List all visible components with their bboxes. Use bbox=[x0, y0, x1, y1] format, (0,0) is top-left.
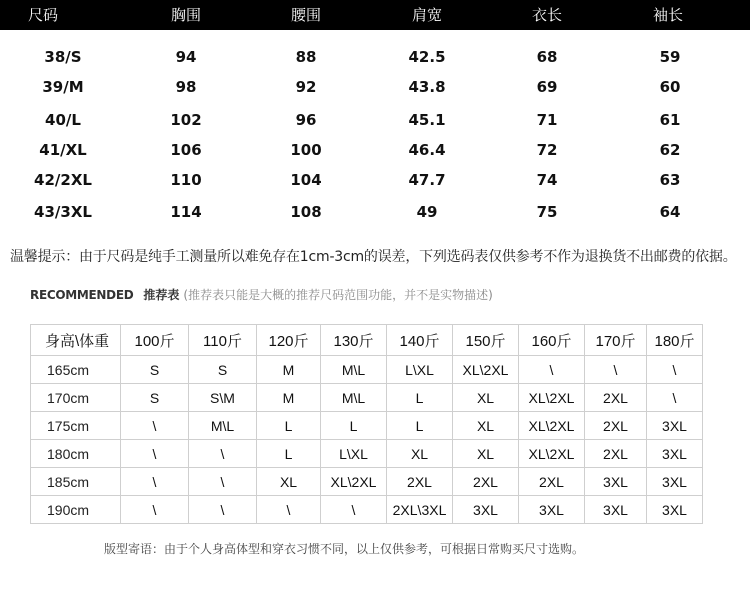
length-cell: 69 bbox=[536, 78, 558, 96]
size-recommendation-cell: 2XL bbox=[519, 468, 585, 496]
size-recommendation-cell: \ bbox=[585, 356, 647, 384]
size-recommendation-cell: 3XL bbox=[647, 440, 703, 468]
size-cell: 40/L bbox=[45, 111, 81, 129]
chest-cell: 94 bbox=[175, 48, 197, 66]
height-label: 175cm bbox=[31, 412, 121, 440]
size-recommendation-cell: M\L bbox=[321, 356, 387, 384]
waist-cell: 100 bbox=[290, 141, 322, 159]
size-recommendation-cell: L bbox=[257, 412, 321, 440]
size-recommendation-cell: \ bbox=[121, 496, 189, 524]
size-recommendation-cell: L bbox=[321, 412, 387, 440]
size-recommendation-cell: 3XL bbox=[647, 412, 703, 440]
size-cell: 42/2XL bbox=[34, 171, 92, 189]
size-recommendation-cell: XL\2XL bbox=[453, 356, 519, 384]
chest-cell: 114 bbox=[170, 203, 202, 221]
height-label: 185cm bbox=[31, 468, 121, 496]
size-recommendation-cell: L\XL bbox=[321, 440, 387, 468]
size-recommendation-cell: M bbox=[257, 356, 321, 384]
sleeve-cell: 61 bbox=[659, 111, 681, 129]
size-recommendation-cell: XL\2XL bbox=[519, 440, 585, 468]
size-recommendation-cell: XL\2XL bbox=[519, 384, 585, 412]
size-recommendation-cell: XL\2XL bbox=[519, 412, 585, 440]
size-recommendation-cell: \ bbox=[121, 440, 189, 468]
size-recommendation-cell: \ bbox=[647, 356, 703, 384]
chest-cell: 106 bbox=[170, 141, 202, 159]
size-cell: 43/3XL bbox=[34, 203, 92, 221]
size-recommendation-cell: L\XL bbox=[387, 356, 453, 384]
height-row bbox=[31, 440, 703, 468]
size-recommendation-cell: S bbox=[121, 384, 189, 412]
size-cell: 41/XL bbox=[39, 141, 87, 159]
size-recommendation-cell: 2XL bbox=[453, 468, 519, 496]
length-cell: 75 bbox=[536, 203, 558, 221]
recommendation-description: (推荐表只能是大概的推荐尺码范围功能，并不是实物描述) bbox=[183, 288, 493, 302]
size-recommendation-cell: 2XL bbox=[387, 468, 453, 496]
length-cell: 72 bbox=[536, 141, 558, 159]
shoulder-cell: 43.8 bbox=[408, 78, 446, 96]
size-recommendation-cell: \ bbox=[121, 412, 189, 440]
chest-cell: 110 bbox=[170, 171, 202, 189]
length-cell: 71 bbox=[536, 111, 558, 129]
weight-header: 170斤 bbox=[585, 325, 647, 356]
size-recommendation-cell: XL bbox=[453, 384, 519, 412]
size-recommendation-cell: 2XL bbox=[585, 384, 647, 412]
weight-header: 130斤 bbox=[321, 325, 387, 356]
size-recommendation-cell: \ bbox=[647, 384, 703, 412]
recommendation-title-cn: 推荐表 bbox=[143, 288, 180, 302]
height-row bbox=[31, 356, 703, 384]
size-recommendation-cell: L bbox=[387, 384, 453, 412]
height-row bbox=[31, 468, 703, 496]
chest-cell: 102 bbox=[170, 111, 202, 129]
waist-cell: 96 bbox=[295, 111, 317, 129]
waist-cell: 108 bbox=[290, 203, 322, 221]
weight-header: 160斤 bbox=[519, 325, 585, 356]
fit-note: 版型寄语：由于个人身高体型和穿衣习惯不同，以上仅供参考，可根据日常购买尺寸选购。 bbox=[104, 542, 585, 556]
size-chart-row bbox=[0, 42, 750, 72]
recommendation-table bbox=[30, 324, 703, 524]
size-recommendation-cell: M bbox=[257, 384, 321, 412]
size-chart-header bbox=[0, 0, 750, 30]
size-recommendation-cell: \ bbox=[121, 468, 189, 496]
weight-header-row bbox=[31, 325, 703, 356]
weight-header: 120斤 bbox=[257, 325, 321, 356]
height-label: 190cm bbox=[31, 496, 121, 524]
size-recommendation-cell: \ bbox=[189, 468, 257, 496]
recommendation-title-en: RECOMMENDED bbox=[30, 288, 134, 302]
shoulder-cell: 49 bbox=[416, 203, 438, 221]
height-label: 180cm bbox=[31, 440, 121, 468]
weight-header: 140斤 bbox=[387, 325, 453, 356]
header-waist: 腰围 bbox=[290, 6, 322, 24]
size-cell: 39/M bbox=[42, 78, 84, 96]
corner-label: 身高\体重 bbox=[31, 325, 121, 356]
sleeve-cell: 62 bbox=[659, 141, 681, 159]
size-recommendation-cell: \ bbox=[189, 496, 257, 524]
size-chart-row bbox=[0, 72, 750, 102]
weight-header: 110斤 bbox=[189, 325, 257, 356]
size-recommendation-cell: L bbox=[387, 412, 453, 440]
size-chart-row bbox=[0, 197, 750, 227]
size-recommendation-cell: S\M bbox=[189, 384, 257, 412]
size-chart-row bbox=[0, 135, 750, 165]
weight-header: 180斤 bbox=[647, 325, 703, 356]
chest-cell: 98 bbox=[175, 78, 197, 96]
waist-cell: 88 bbox=[295, 48, 317, 66]
recommendation-title bbox=[30, 286, 493, 303]
shoulder-cell: 47.7 bbox=[408, 171, 446, 189]
height-row bbox=[31, 412, 703, 440]
height-label: 165cm bbox=[31, 356, 121, 384]
size-chart-row bbox=[0, 165, 750, 195]
size-recommendation-cell: 3XL bbox=[453, 496, 519, 524]
weight-header: 150斤 bbox=[453, 325, 519, 356]
size-recommendation-cell: 2XL bbox=[585, 440, 647, 468]
shoulder-cell: 45.1 bbox=[408, 111, 446, 129]
size-recommendation-cell: L bbox=[257, 440, 321, 468]
size-recommendation-cell: XL\2XL bbox=[321, 468, 387, 496]
size-recommendation-cell: 3XL bbox=[585, 468, 647, 496]
size-recommendation-cell: XL bbox=[387, 440, 453, 468]
size-recommendation-cell: 3XL bbox=[585, 496, 647, 524]
size-recommendation-cell: \ bbox=[189, 440, 257, 468]
weight-header: 100斤 bbox=[121, 325, 189, 356]
size-chart-row bbox=[0, 105, 750, 135]
size-recommendation-cell: XL bbox=[453, 440, 519, 468]
height-row bbox=[31, 496, 703, 524]
header-length: 衣长 bbox=[531, 6, 563, 24]
size-recommendation-cell: 3XL bbox=[647, 468, 703, 496]
waist-cell: 104 bbox=[290, 171, 322, 189]
size-recommendation-cell: 2XL\3XL bbox=[387, 496, 453, 524]
height-label: 170cm bbox=[31, 384, 121, 412]
size-recommendation-cell: 3XL bbox=[519, 496, 585, 524]
sleeve-cell: 60 bbox=[659, 78, 681, 96]
height-row bbox=[31, 384, 703, 412]
size-recommendation-cell: 3XL bbox=[647, 496, 703, 524]
shoulder-cell: 46.4 bbox=[408, 141, 446, 159]
size-recommendation-cell: XL bbox=[257, 468, 321, 496]
sleeve-cell: 59 bbox=[659, 48, 681, 66]
size-recommendation-cell: S bbox=[121, 356, 189, 384]
header-shoulder: 肩宽 bbox=[411, 6, 443, 24]
sleeve-cell: 63 bbox=[659, 171, 681, 189]
length-cell: 68 bbox=[536, 48, 558, 66]
size-recommendation-cell: \ bbox=[321, 496, 387, 524]
waist-cell: 92 bbox=[295, 78, 317, 96]
size-recommendation-cell: 2XL bbox=[585, 412, 647, 440]
size-recommendation-cell: S bbox=[189, 356, 257, 384]
header-chest: 胸围 bbox=[170, 6, 202, 24]
measurement-note: 温馨提示：由于尺码是纯手工测量所以难免存在1cm-3cm的误差，下列选码表仅供参考不作为退换货不出邮费的依据。 bbox=[10, 249, 737, 265]
size-recommendation-cell: M\L bbox=[189, 412, 257, 440]
shoulder-cell: 42.5 bbox=[408, 48, 446, 66]
size-recommendation-cell: \ bbox=[519, 356, 585, 384]
size-recommendation-cell: XL bbox=[453, 412, 519, 440]
header-sleeve: 袖长 bbox=[652, 6, 684, 24]
header-size: 尺码 bbox=[27, 6, 59, 24]
size-cell: 38/S bbox=[44, 48, 82, 66]
size-recommendation-cell: M\L bbox=[321, 384, 387, 412]
sleeve-cell: 64 bbox=[659, 203, 681, 221]
length-cell: 74 bbox=[536, 171, 558, 189]
size-recommendation-cell: \ bbox=[257, 496, 321, 524]
